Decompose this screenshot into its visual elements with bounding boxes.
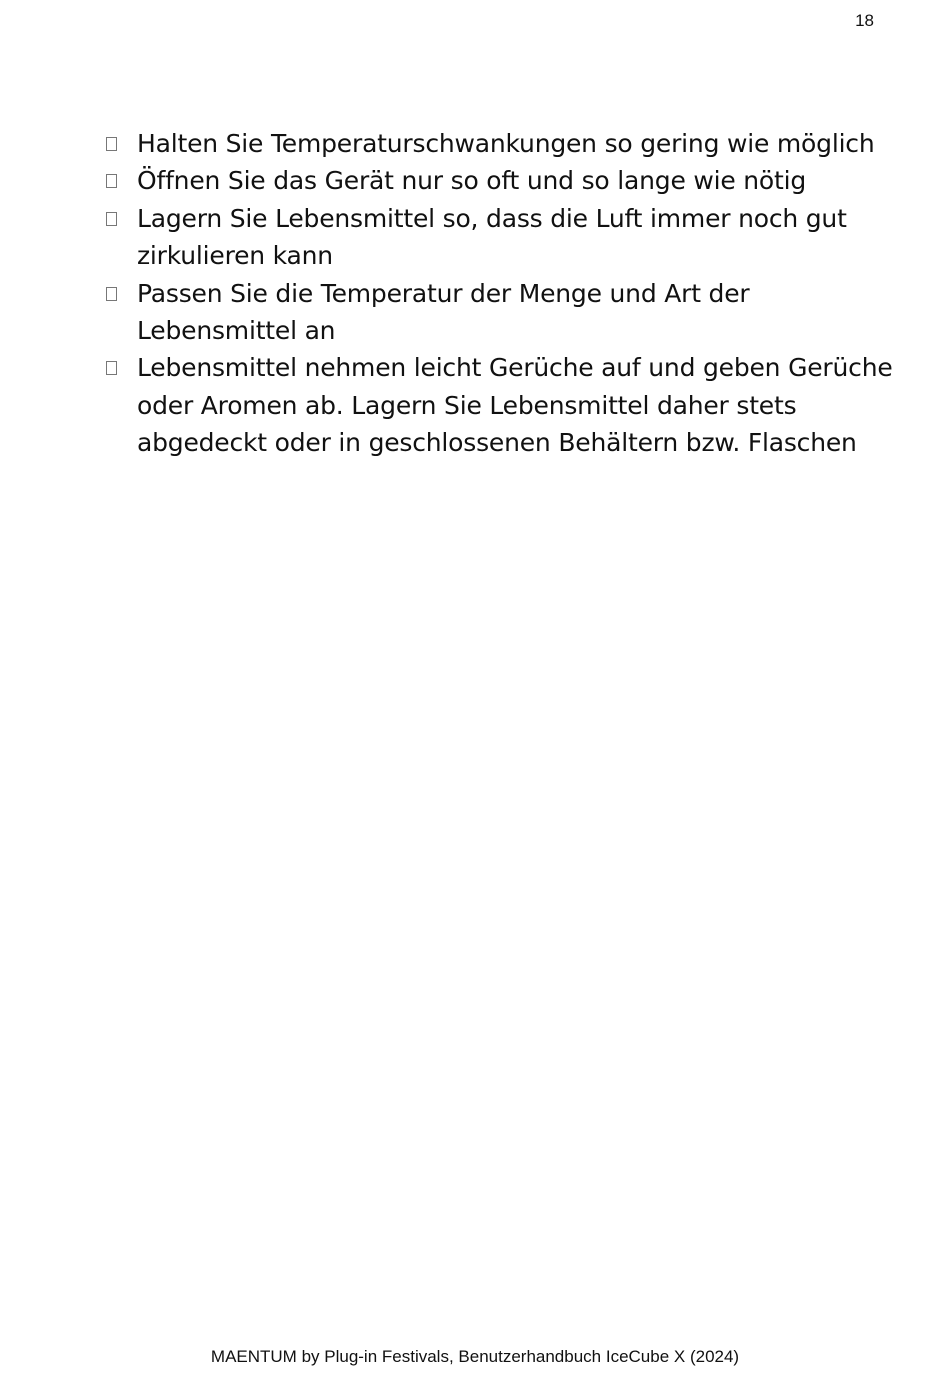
checkbox-bullet-icon — [106, 174, 117, 188]
list-item — [105, 349, 895, 461]
list-item — [105, 275, 895, 350]
checkbox-bullet-icon — [106, 361, 117, 375]
tip-text: Öffnen Sie das Gerät nur so oft und so lange wie nötig — [137, 166, 807, 196]
tip-text: Passen Sie die Temperatur der Menge und Art der Lebensmittel an — [137, 278, 750, 346]
list-item — [105, 125, 895, 162]
tip-text: Halten Sie Temperaturschwankungen so gering wie möglich — [137, 129, 875, 158]
tip-text: Lagern Sie Lebensmittel so, dass die Luft immer noch gut zirkulieren kann — [137, 203, 847, 271]
storage-tips-list — [105, 125, 895, 462]
checkbox-bullet-icon — [106, 137, 117, 151]
checkbox-bullet-icon — [106, 212, 117, 226]
tip-text: Lebensmittel nehmen leicht Gerüche auf und geben Gerüche oder Aromen ab. Lagern Sie Lebensmittel daher stets abgedeckt oder in geschlossenen Behältern bzw. Flaschen — [137, 353, 893, 458]
list-item — [105, 200, 895, 275]
footer-text: MAENTUM by Plug-in Festivals, Benutzerhandbuch IceCube X (2024) — [210, 1347, 740, 1366]
page-number: 18 — [855, 11, 874, 30]
list-item — [105, 162, 895, 199]
checkbox-bullet-icon — [106, 287, 117, 301]
